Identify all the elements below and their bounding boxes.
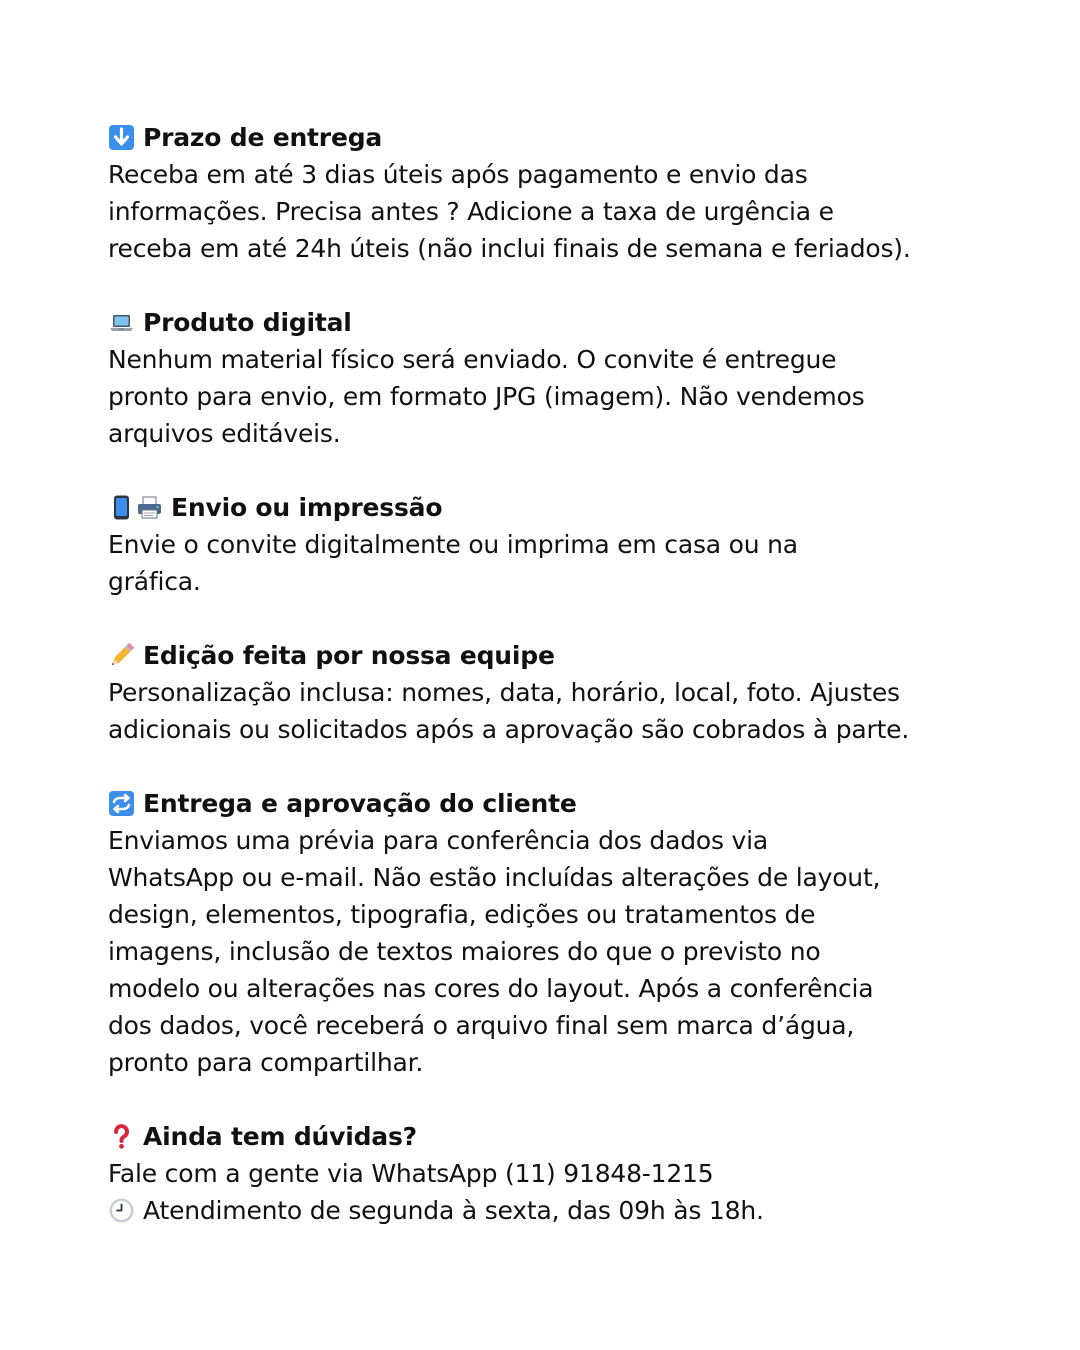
hours-text: Atendimento de segunda à sexta, das 09h às 18h. <box>143 1196 764 1225</box>
section-title: Ainda tem dúvidas? <box>143 1122 417 1151</box>
section-heading <box>108 785 998 822</box>
body-line: Envie o convite digitalmente ou imprima em casa ou na <box>108 530 798 559</box>
body-line: receba em até 24h úteis (não inclui finais de semana e feriados). <box>108 234 911 263</box>
body-line: adicionais ou solicitados após a aprovação são cobrados à parte. <box>108 715 910 744</box>
body-line: Receba em até 3 dias úteis após pagamento e envio das <box>108 160 808 189</box>
pencil-icon <box>108 642 135 669</box>
body-line: pronto para compartilhar. <box>108 1048 424 1077</box>
section-produto-digital <box>108 304 998 452</box>
section-heading <box>108 637 998 674</box>
section-duvidas <box>108 1118 998 1229</box>
section-heading <box>108 1118 998 1155</box>
printer-icon <box>136 494 163 521</box>
section-heading <box>108 489 998 526</box>
body-line: imagens, inclusão de textos maiores do que o previsto no <box>108 937 821 966</box>
section-prazo-de-entrega <box>108 119 998 267</box>
section-title: Prazo de entrega <box>143 123 383 152</box>
body-line: WhatsApp ou e-mail. Não estão incluídas alterações de layout, <box>108 863 881 892</box>
body-line: modelo ou alterações nas cores do layout. Após a conferência <box>108 974 874 1003</box>
section-title: Entrega e aprovação do cliente <box>143 789 577 818</box>
section-entrega-aprovacao <box>108 785 998 1081</box>
body-line: pronto para envio, em formato JPG (imagem). Não vendemos <box>108 382 865 411</box>
body-line: Enviamos uma prévia para conferência dos dados via <box>108 826 769 855</box>
section-title: Produto digital <box>143 308 352 337</box>
content <box>108 119 998 1266</box>
body-line: arquivos editáveis. <box>108 419 341 448</box>
section-title: Envio ou impressão <box>171 493 443 522</box>
section-envio-ou-impressao <box>108 489 998 600</box>
phone-icon <box>108 494 135 521</box>
body-line: gráfica. <box>108 567 201 596</box>
body-line: design, elementos, tipografia, edições ou tratamentos de <box>108 900 816 929</box>
question-mark-icon <box>108 1123 135 1150</box>
hours-line <box>108 1192 998 1229</box>
body-line: Personalização inclusa: nomes, data, horário, local, foto. Ajustes <box>108 678 900 707</box>
body-line: dos dados, você receberá o arquivo final sem marca d’água, <box>108 1011 855 1040</box>
section-edicao <box>108 637 998 748</box>
laptop-icon <box>108 309 135 336</box>
section-heading <box>108 304 998 341</box>
repeat-icon <box>108 790 135 817</box>
body-line: Fale com a gente via WhatsApp (11) 91848-1215 <box>108 1159 714 1188</box>
section-title: Edição feita por nossa equipe <box>143 641 555 670</box>
clock-icon <box>108 1197 135 1224</box>
down-arrow-icon <box>108 124 135 151</box>
body-line: informações. Precisa antes ? Adicione a taxa de urgência e <box>108 197 834 226</box>
section-heading <box>108 119 998 156</box>
body-line: Nenhum material físico será enviado. O convite é entregue <box>108 345 837 374</box>
